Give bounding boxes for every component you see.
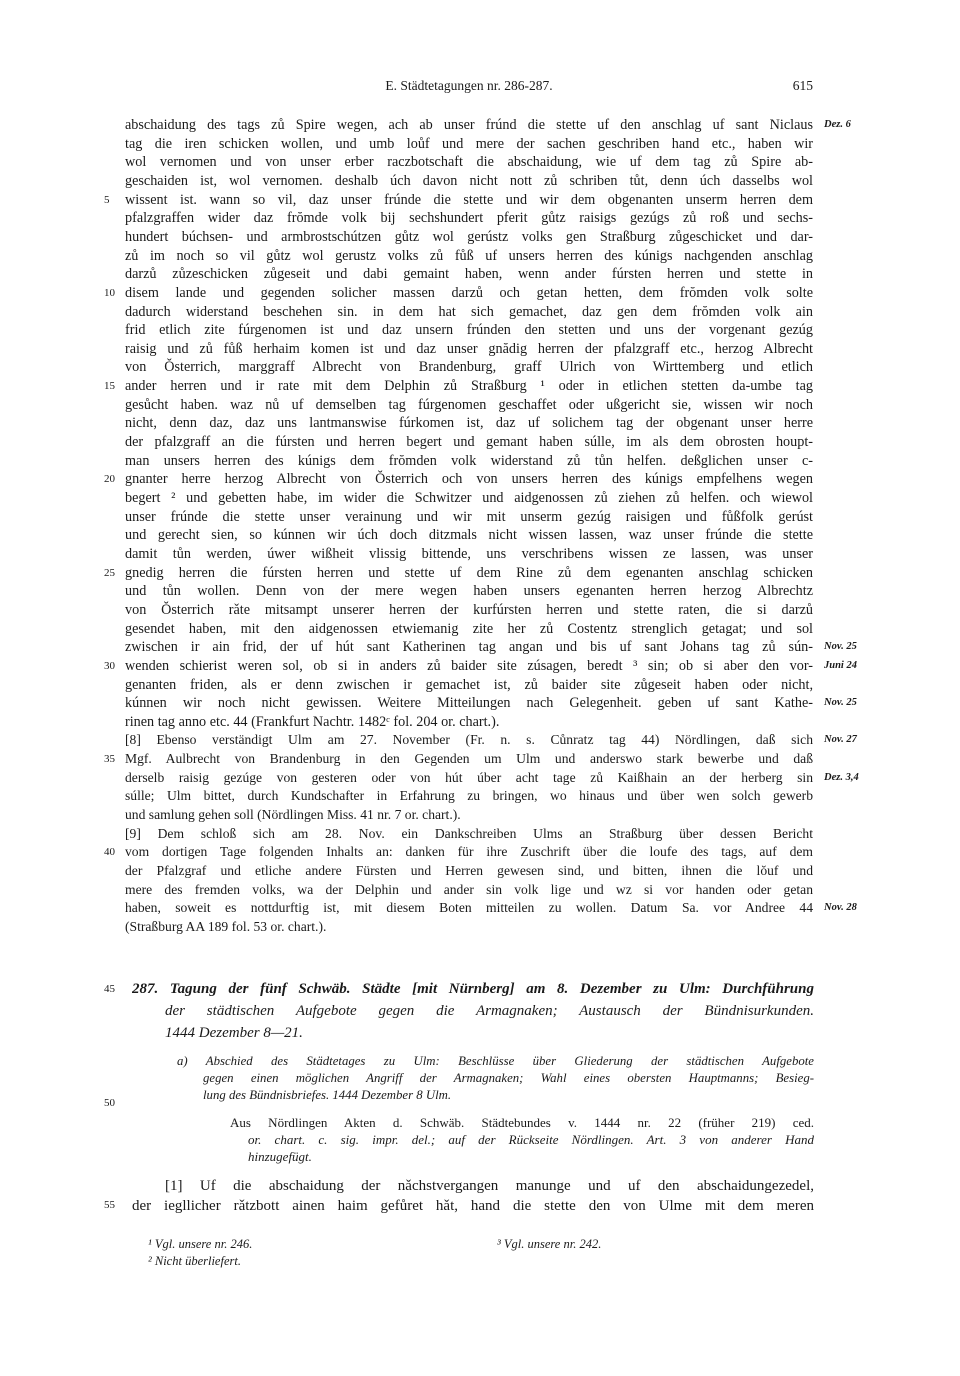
line-number: 15 bbox=[104, 380, 115, 392]
section-heading: der städtischen Aufgebote gegen die Armagnaken; Austausch der Bündnisurkunden. bbox=[165, 1003, 814, 1019]
text-line: Mgf. Aulbrecht von Brandenburg in den Gegenden um Ulm und anderswo stark bewerbe und daß bbox=[125, 751, 813, 766]
text-line: zů im noch so vil gůtz wol gerustz volks zů fůß uf unsers herren des kúnigs nachgenden anschlag bbox=[125, 248, 813, 264]
section-heading: 1444 Dezember 8—21. bbox=[165, 1025, 303, 1041]
text-line: gnedig herren die fúrsten herren und stette uf dem Rine zů dem egenanten anschlag schicken bbox=[125, 565, 813, 581]
text-line: dadurch widerstand beschehen sin. in dem hat sich gemachet, daz gen dem frŏmden volk ain bbox=[125, 304, 813, 320]
text-line: raisig und zů fůß herhaim komen ist und daz unser gnădig herren der pfalzgraff etc., herzog Albrecht bbox=[125, 341, 813, 357]
text-line: [8] Ebenso verständigt Ulm am 27. November (Fr. n. s. Cůnratz tag 44) Nördlingen, daß sich bbox=[125, 732, 813, 747]
text-line: frid etlich zite fúrgenomen ist und daz unsern frúnden den stetten und uns der vorgenant gezúg bbox=[125, 322, 813, 338]
line-number: 25 bbox=[104, 567, 115, 579]
text-line: darzů zůzeschicken zůgeseit und dabi gemaint haben, wenn ander fúrsten herren und stette in bbox=[125, 266, 813, 282]
text-line: von Ŏsterrich rǎte mitsampt unserer herren der kurfúrsten herren und stette raten, die si darzů bbox=[125, 602, 813, 618]
text-line: súlle; Ulm bittet, durch Kundschafter in Erfahrung zu bringen, wo hinaus und über wen solch gewerb bbox=[125, 788, 813, 803]
subsection-a: a) Abschied des Städtetages zu Ulm: Beschlüsse über Gliederung der städtischen Aufgebote bbox=[177, 1054, 814, 1068]
margin-date-note: Nov. 28 bbox=[824, 902, 857, 913]
text-line: gesůcht haben. waz nů uf demselben tag fúrgenomen geschaffet oder ußgericht sie, wissen wir noch bbox=[125, 397, 813, 413]
text-line: gesendet haben, mit den aidgenossen etwiemanig zite her zů Costentz strenglich getagat; und sol bbox=[125, 621, 813, 637]
text-line: damit tůn werden, úwer wißheit vlissig bittende, uns verschribens wissen ze lassen, was unser bbox=[125, 546, 813, 562]
text-line: haben, soweit es nottdurftig ist, mit diesem Boten mitteilen zu wollen. Datum Sa. vor Andree 44 bbox=[125, 900, 813, 915]
text-line: der Pfalzgraf und etliche andere Fürsten und Herren gewesen sind, und bitten, ihnen die lŏuf und bbox=[125, 863, 813, 878]
line-number: 55 bbox=[104, 1199, 115, 1211]
line-number: 35 bbox=[104, 753, 115, 765]
line-number: 45 bbox=[104, 983, 115, 995]
text-line: geschaiden ist, wol vernomen. deshalb úch davon nicht nott zů schriben tůt, denn úch dasselbs wol bbox=[125, 173, 813, 189]
text-line: genanten friden, als er denn zwischen ir gemachet ist, zů baider site zůgeseit haben oder nicht, bbox=[125, 677, 813, 693]
text-line: von Ŏsterrich, marggraff Albrecht von Brandenburg, graff Ulrich von Wirttemberg und etlich bbox=[125, 359, 813, 375]
text-line: man unsers herren des kúnigs dem frŏmden volk widerstand zů tůn helfen. deßglichen unser c- bbox=[125, 453, 813, 469]
section-text: der iegllicher rǎtzbott ainen haim gefůret hǎt, hand die stette den von Ulme mit dem meren bbox=[132, 1198, 814, 1214]
text-line: begert ² und gebetten habe, im wider die Schwitzer und aidgenossen zů ziehen zů helfen. och wiewol bbox=[125, 490, 813, 506]
header-title: E. Städtetagungen nr. 286-287. bbox=[385, 78, 553, 93]
text-line: wissent ist. wann so vil, daz unser frúnde die stette und wir dem obgenanten unserm herren dem bbox=[125, 192, 813, 208]
text-line: kúnnen wir noch nicht gewissen. Weitere Mitteilungen nach Gelegenheit. geben uf sant Kathe- bbox=[125, 695, 813, 711]
running-header bbox=[125, 78, 813, 98]
source-note: or. chart. c. sig. impr. del.; auf der Rückseite Nördlingen. Art. 3 von anderer Hand bbox=[248, 1132, 814, 1147]
page-number: 615 bbox=[792, 78, 813, 93]
margin-date-note: Nov. 25 bbox=[824, 641, 857, 652]
footnote: ¹ Vgl. unsere nr. 246. bbox=[148, 1237, 253, 1251]
source-note: hinzugefügt. bbox=[248, 1149, 312, 1164]
text-line: und tůn wollen. Denn von der mere wegen haben unsers egenanten herren herzog Albrechtz bbox=[125, 583, 813, 599]
text-line: pfalzgraffen wider daz frŏmde volk bij sechshundert pferit gůtz raisigs gezúgs zů roß und sechs- bbox=[125, 210, 813, 226]
line-number: 20 bbox=[104, 473, 115, 485]
margin-date-note: Juni 24 bbox=[824, 660, 857, 671]
section-text: [1] Uf die abschaidung der nǎchstvergangen manunge und uf den abschaidungezedel, bbox=[165, 1178, 814, 1194]
section-heading: 287. Tagung der fünf Schwäb. Städte [mit Nürnberg] am 8. Dezember zu Ulm: Durchführung bbox=[132, 981, 814, 997]
subsection-a: lung des Bündnisbriefes. 1444 Dezember 8 Ulm. bbox=[203, 1088, 452, 1102]
text-line: wenden schierist weren sol, ob si in anders zů baider site zúsagen, beredt ³ sin; ob si aber den vor- bbox=[125, 658, 813, 674]
text-line: hundert búchsen- und armbrostschútzen gůtz wol gerústz volks gen Straßburg zůgeschicket und dar- bbox=[125, 229, 813, 245]
text-line: der pfalzgraff an die fúrsten und herren begert und gemant haben súlle, im als dem obrosten houpt- bbox=[125, 434, 813, 450]
text-line: tag die iren schicken wollen, und umb loůf und mere der sachen geschriben hand etc., haben wir bbox=[125, 136, 813, 152]
text-line: derselb raisig gezúge von gesteren oder von hút úber acht tage zů Kaißhain an der herberg sin bbox=[125, 770, 813, 785]
text-line: vom dortigen Tage folgenden Inhalts an: danken für ihre Zuschrift über die loufe des tags, auf dem bbox=[125, 844, 813, 859]
source-note: Aus Nördlingen Akten d. Schwäb. Städtebundes v. 1444 nr. 22 (früher 219) ced. bbox=[230, 1115, 814, 1130]
footnote: ² Nicht überliefert. bbox=[148, 1254, 241, 1268]
text-line: abschaidung des tags zů Spire wegen, ach ab unser frúnd die stette uf den anschlag uf sant Niclaus bbox=[125, 117, 813, 133]
text-line: und samlung gehen soll (Nördlingen Miss. 41 nr. 7 or. chart.). bbox=[125, 807, 461, 822]
text-line: [9] Dem schloß sich am 28. Nov. ein Dankschreiben Ulms an Straßburg über dessen Bericht bbox=[125, 826, 813, 841]
margin-date-note: Nov. 27 bbox=[824, 734, 857, 745]
text-line: (Straßburg AA 189 fol. 53 or. chart.). bbox=[125, 919, 327, 934]
subsection-a: gegen einen möglichen Angriff der Armagnaken; Wahl eines obersten Hauptmanns; Besieg- bbox=[203, 1071, 814, 1085]
text-line: gnanter herre herzog Albrecht von Ŏsterrich och von unsers herren des kúnigs empfelhens wegen bbox=[125, 471, 813, 487]
text-line: wol vernomen und von unser erber raczbotschaft die abschaidung, wie uf dem tag zů Spire ab- bbox=[125, 154, 813, 170]
line-number: 30 bbox=[104, 660, 115, 672]
text-line: mere des fremden volks, wa der Delphin und ander sin volk lige und wz si vor handen oder getan bbox=[125, 882, 813, 897]
line-number: 10 bbox=[104, 287, 115, 299]
line-number: 5 bbox=[104, 194, 110, 206]
margin-date-note: Nov. 25 bbox=[824, 697, 857, 708]
text-line: disem lande und gegenden solicher massen darzů och getan hetten, dem frŏmden volk solte bbox=[125, 285, 813, 301]
footnote: ³ Vgl. unsere nr. 242. bbox=[497, 1237, 602, 1251]
text-line: nicht, denn daz, daz uns lantmanswise fúrkomen ist, daz uf solichem tag der obgenant unser herre bbox=[125, 415, 813, 431]
text-line: unser frúnde die stette unser verainung und wir mit unserm gezúg raisigen und fůßfolk gerúst bbox=[125, 509, 813, 525]
text-line: und gerecht sien, so kúnnen wir úch doch ditzmals nicht wissen lassen, waz unser frúnde die stette bbox=[125, 527, 813, 543]
text-line: ander herren und ir rate mit dem Delphin zů Straßburg ¹ oder in etlichen stetten da-umbe tag bbox=[125, 378, 813, 394]
line-number: 50 bbox=[104, 1097, 115, 1109]
line-number: 40 bbox=[104, 846, 115, 858]
margin-date-note: Dez. 3,4 bbox=[824, 772, 859, 783]
margin-date-note: Dez. 6 bbox=[824, 119, 851, 130]
text-line: zwischen ir ain frid, der uf hút sant Katherinen tag angan und bis uf sant Johans tag zů sún- bbox=[125, 639, 813, 655]
text-line: rinen tag anno etc. 44 (Frankfurt Nachtr. 1482ᶜ fol. 204 or. chart.). bbox=[125, 714, 500, 730]
